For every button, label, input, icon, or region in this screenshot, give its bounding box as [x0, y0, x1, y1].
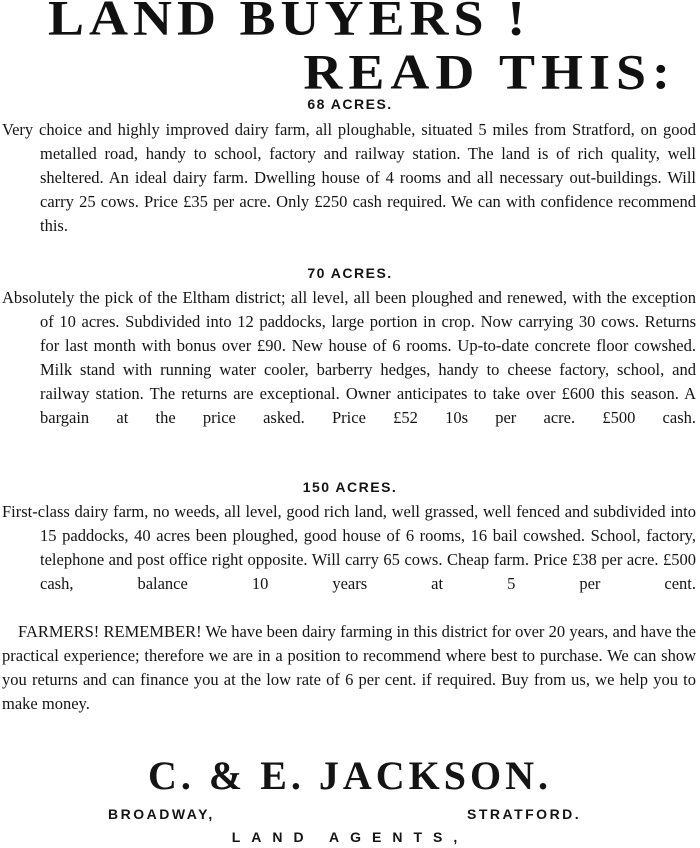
firm-role: LAND AGENTS,: [231, 829, 469, 845]
firm-name: C. & E. JACKSON.: [147, 753, 553, 798]
headline-read-this: READ THIS:: [303, 44, 676, 100]
listing-68-acres-text: Very choice and highly improved dairy farm, all ploughable, situated 5 miles from Stratford, on good metalled road, handy to school, factory and railway station. The land is of rich quality, well sheltered. An ideal dairy farm. Dwelling house of 4 rooms and all necessary out-buildings. Will carry 25 cows. Price £35 per acre. Only £250 cash required. We can with confidence recommend this.: [2, 120, 696, 235]
headline-land-buyers: LAND BUYERS !: [48, 0, 531, 46]
listing-150-acres-text: First-class dairy farm, no weeds, all level, good rich land, well grassed, well fenced and subdivided into 15 paddocks, 40 acres been ploughed, good house of 6 rooms, 16 bail cowshed. School, factory, telephone and post office right opposite. Will carry 65 cows. Cheap farm. Price £38 per acre. £500 cash, balance 10 years at 5 per cent.: [2, 502, 696, 593]
listing-150-acres-heading: 150 ACRES.: [302, 479, 398, 495]
firm-street: BROADWAY,: [108, 806, 215, 822]
firm-town: STRATFORD.: [467, 806, 582, 822]
listing-70-acres-text: Absolutely the pick of the Eltham district; all level, all been ploughed and renewed, with the exception of 10 acres. Subdivided into 12 paddocks, large portion in crop. Now carrying 30 cows. Returns for last month with bonus over £90. New house of 6 rooms. Up-to-date concrete floor cowshed. Milk stand with running water cooler, barberry hedges, handy to cheese factory, school, and railway station. The returns are exceptional. Owner anticipates to take over £600 this season. A bargain at the price asked. Price £52 10s per acre. £500 cash.: [2, 288, 696, 427]
listing-70-acres-heading: 70 ACRES.: [307, 265, 393, 281]
farmers-remember-paragraph: FARMERS! REMEMBER! We have been dairy farming in this district for over 20 years, and have the practical experience; therefore we are in a position to recommend where best to purchase. We can show you returns and can finance you at the low rate of 6 per cent. if required. Buy from us, we help you to make money.: [2, 622, 696, 713]
listing-68-acres-heading: 68 ACRES.: [307, 96, 393, 112]
